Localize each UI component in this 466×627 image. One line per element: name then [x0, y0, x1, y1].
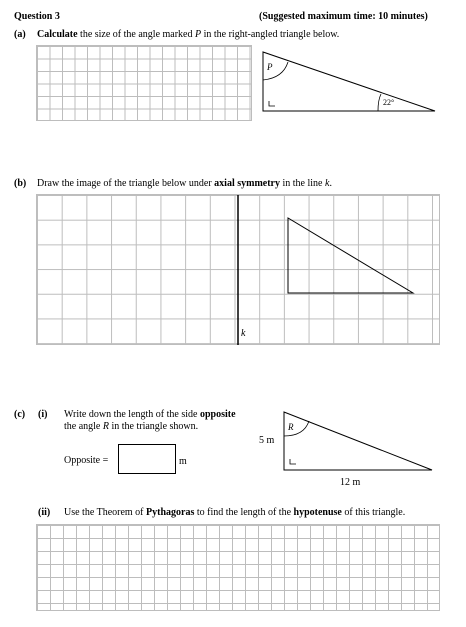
part-b-prompt: Draw the image of the triangle below under axial symmetry in the line k.	[37, 178, 332, 189]
part-a-text-1: the size of the angle marked	[80, 29, 193, 40]
part-c-i-label: (i)	[38, 409, 48, 420]
part-c-ii-text-1: Use the Theorem of	[64, 507, 144, 518]
right-angle-mark-c	[290, 459, 296, 464]
part-c-var: R	[102, 421, 109, 432]
part-c-ii-text-3: of this triangle.	[344, 507, 406, 518]
part-c-text-3: in the triangle shown.	[111, 421, 199, 432]
side-5m-label: 5 m	[259, 435, 275, 446]
part-c-ii-prompt	[64, 507, 405, 519]
part-a-text-2: in the right-angled triangle below.	[203, 29, 340, 40]
opposite-unit: m	[179, 456, 187, 467]
part-a-var: P	[195, 29, 202, 40]
angle-p-label: P	[267, 62, 273, 72]
mirror-line-label: k	[241, 328, 246, 339]
part-c-text-1: Write down the length of the side	[64, 409, 198, 420]
side-12m-label: 12 m	[340, 477, 361, 488]
part-c-text-2: the angle	[64, 421, 101, 432]
part-c-ii-label: (ii)	[38, 507, 51, 518]
time-limit: (Suggested maximum time: 10 minutes)	[259, 11, 428, 22]
part-b-bold: axial symmetry	[214, 178, 280, 189]
part-c-ii-text-2: to find the length of the	[196, 507, 292, 518]
part-b-var: k	[325, 178, 330, 189]
part-c-bold: opposite	[199, 409, 236, 420]
part-c-ii-bold-1: Pythagoras	[146, 507, 195, 518]
angle-22-label: 22°	[383, 98, 395, 107]
part-b-text-1: Draw the image of the triangle below under	[37, 178, 212, 189]
part-b-label: (b)	[14, 178, 27, 189]
part-a-bold: Calculate	[37, 29, 78, 40]
part-b-text-2: in the line	[282, 178, 323, 189]
part-c-ii-working-grid[interactable]	[36, 524, 440, 611]
question-title: Question 3	[14, 11, 60, 22]
part-c-label: (c)	[14, 409, 26, 420]
angle-r-label: R	[288, 422, 294, 432]
part-c-ii-bold-2: hypotenuse	[293, 507, 342, 518]
opposite-label: Opposite =	[64, 455, 109, 466]
part-a-label: (a)	[14, 29, 26, 40]
triangle-c-shape	[284, 412, 432, 470]
